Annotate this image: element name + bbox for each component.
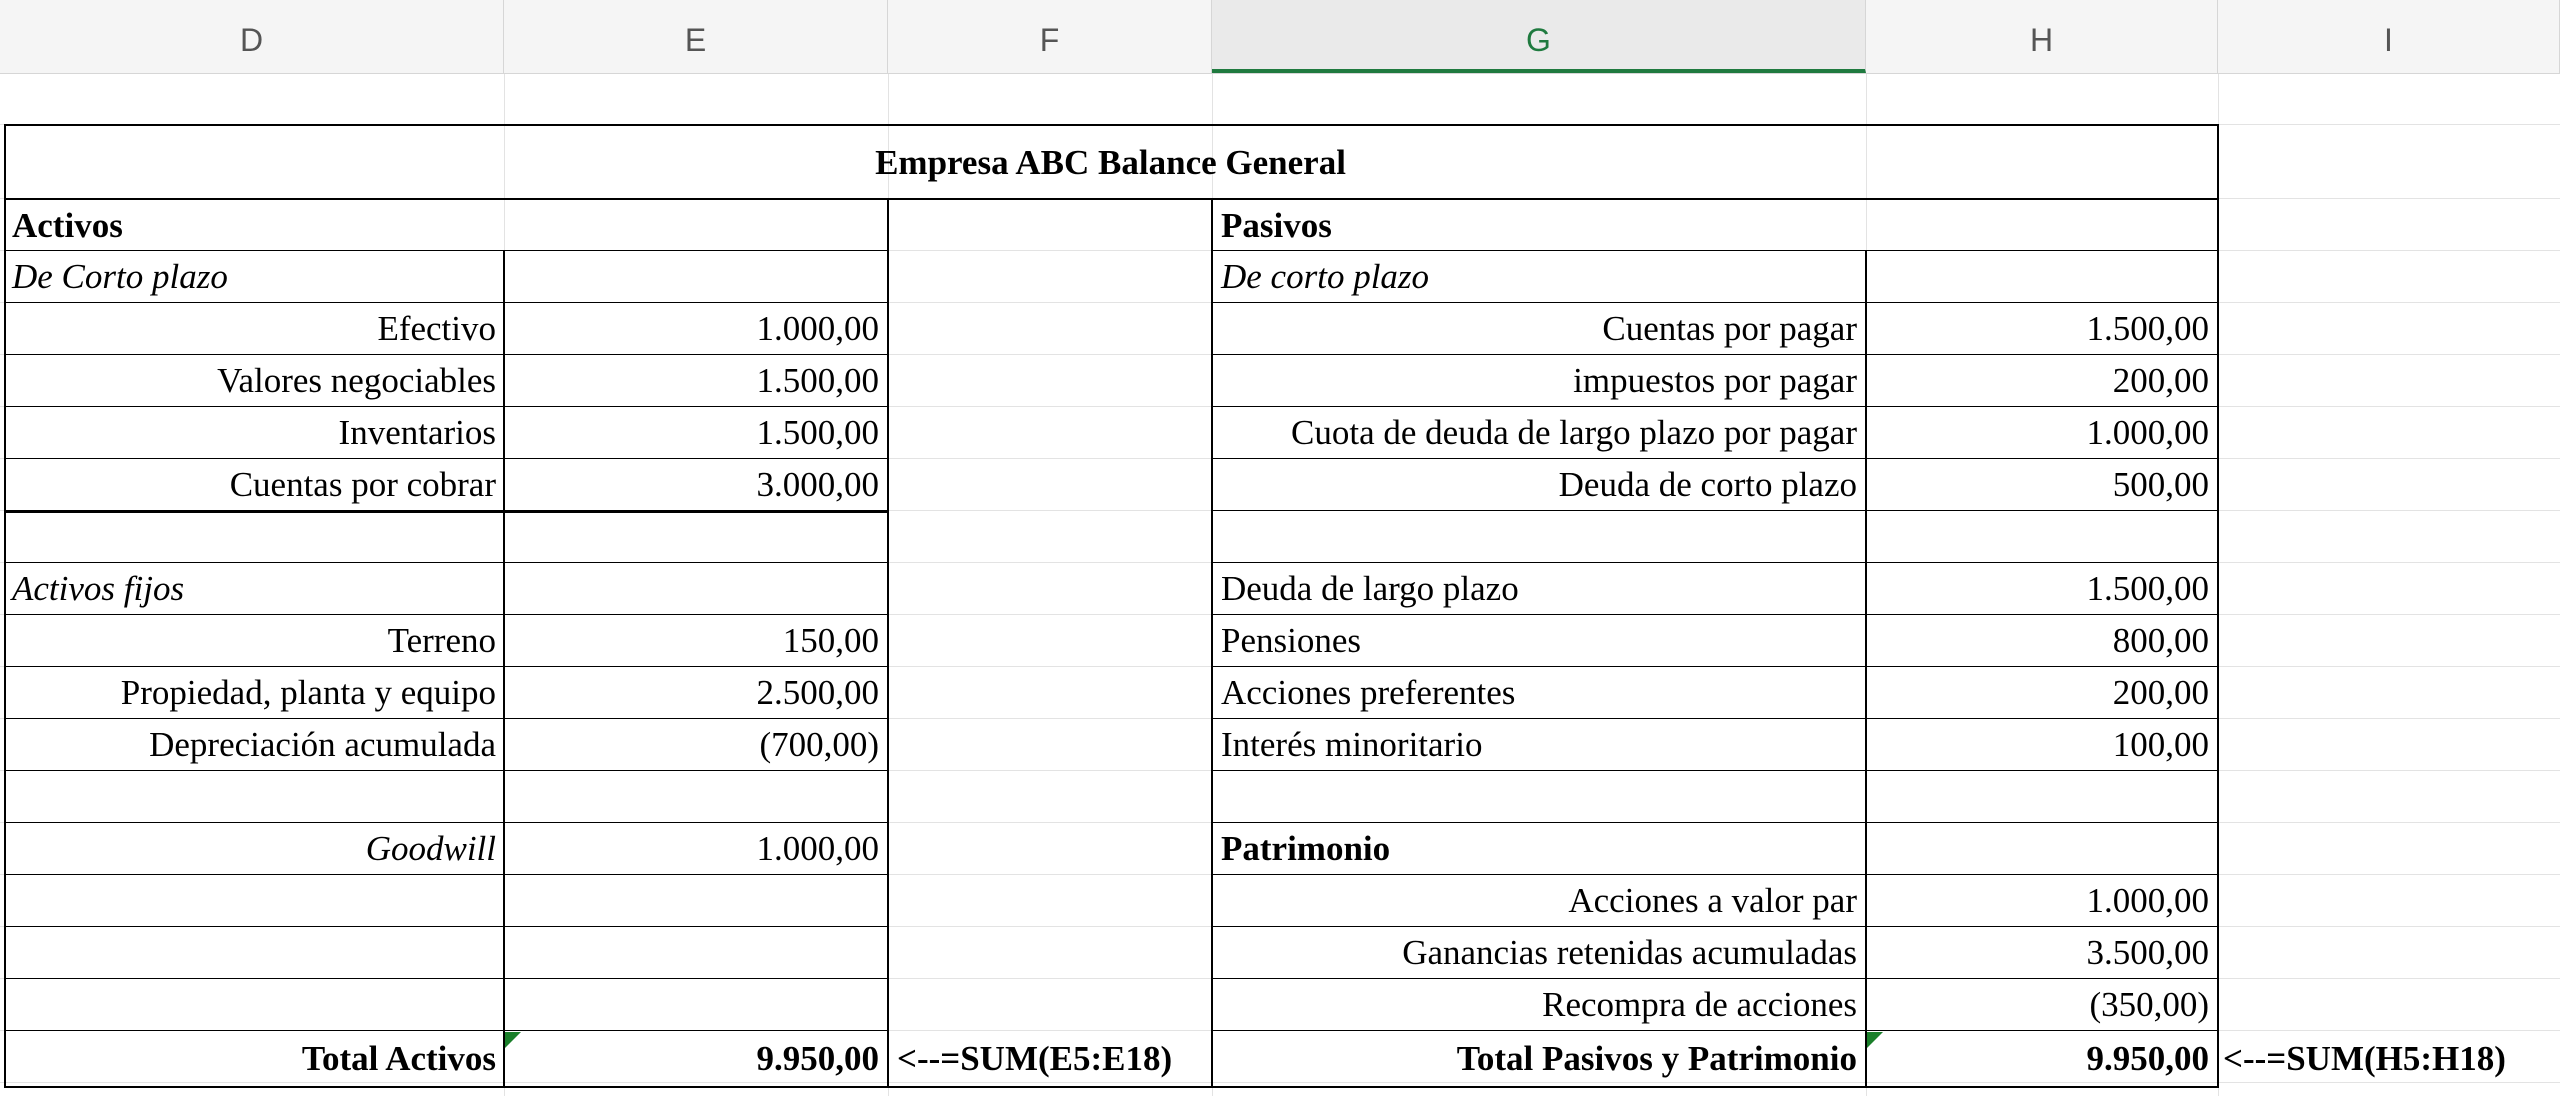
total-liabilities-equity-value[interactable]: 9.950,00 — [2086, 1039, 2209, 1078]
equity-value-cell[interactable]: 3.500,00 — [2086, 933, 2209, 972]
asset-label-cell[interactable]: Depreciación acumulada — [149, 725, 496, 764]
asset-label-cell[interactable]: Inventarios — [338, 413, 496, 452]
asset-label-cell[interactable]: Valores negociables — [217, 361, 496, 400]
asset-value-cell[interactable]: 1.500,00 — [756, 413, 879, 452]
equity-value-cell[interactable]: (350,00) — [2089, 985, 2209, 1024]
liability-value-cell[interactable]: 200,00 — [2112, 673, 2209, 712]
equity-label-cell[interactable]: Recompra de acciones — [1542, 985, 1857, 1024]
asset-label-cell[interactable]: Terreno — [387, 621, 496, 660]
total-assets-label[interactable]: Total Activos — [301, 1039, 496, 1078]
assets-fixed-label[interactable]: Activos fijos — [12, 569, 185, 608]
liabilities-short-term-label[interactable]: De corto plazo — [1221, 257, 1430, 296]
liability-value-cell[interactable]: 1.500,00 — [2086, 569, 2209, 608]
equity-header[interactable]: Patrimonio — [1221, 829, 1391, 868]
asset-value-cell[interactable]: 1.500,00 — [756, 361, 879, 400]
asset-label-cell[interactable]: Efectivo — [377, 309, 496, 348]
asset-label-cell[interactable]: Cuentas por cobrar — [229, 465, 496, 504]
column-header-e[interactable]: E — [504, 0, 888, 73]
total-liabilities-formula-note[interactable]: <--=SUM(H5:H18) — [2223, 1039, 2506, 1078]
total-assets-formula-note[interactable]: <--=SUM(E5:E18) — [897, 1039, 1173, 1078]
column-header-bar — [0, 0, 2560, 74]
asset-label-cell[interactable]: Propiedad, planta y equipo — [120, 673, 496, 712]
liability-label-cell[interactable]: Cuota de deuda de largo plazo por pagar — [1291, 413, 1857, 452]
column-header-g[interactable]: G — [1212, 0, 1866, 73]
goodwill-value[interactable]: 1.000,00 — [756, 829, 879, 868]
assets-short-term-label[interactable]: De Corto plazo — [12, 257, 228, 296]
column-header-f[interactable]: F — [888, 0, 1212, 73]
goodwill-label[interactable]: Goodwill — [365, 829, 496, 868]
liability-label-cell[interactable]: Interés minoritario — [1221, 725, 1483, 764]
equity-value-cell[interactable]: 1.000,00 — [2086, 881, 2209, 920]
total-liabilities-equity-label[interactable]: Total Pasivos y Patrimonio — [1456, 1039, 1857, 1078]
asset-value-cell[interactable]: 3.000,00 — [756, 465, 879, 504]
liability-value-cell[interactable]: 200,00 — [2112, 361, 2209, 400]
asset-value-cell[interactable]: (700,00) — [759, 725, 879, 764]
liability-label-cell[interactable]: Cuentas por pagar — [1602, 309, 1857, 348]
liability-value-cell[interactable]: 1.000,00 — [2086, 413, 2209, 452]
asset-value-cell[interactable]: 2.500,00 — [756, 673, 879, 712]
liability-label-cell[interactable]: impuestos por pagar — [1573, 361, 1857, 400]
liability-label-cell[interactable]: Pensiones — [1221, 621, 1361, 660]
liability-label-cell[interactable]: Acciones preferentes — [1221, 673, 1516, 712]
total-assets-value[interactable]: 9.950,00 — [756, 1039, 879, 1078]
liability-value-cell[interactable]: 800,00 — [2112, 621, 2209, 660]
liability-value-cell[interactable]: 500,00 — [2112, 465, 2209, 504]
asset-value-cell[interactable]: 1.000,00 — [756, 309, 879, 348]
column-header-d[interactable]: D — [0, 0, 504, 73]
liabilities-header[interactable]: Pasivos — [1221, 205, 1332, 245]
liability-value-cell[interactable]: 1.500,00 — [2086, 309, 2209, 348]
sheet-title[interactable]: Empresa ABC Balance General — [875, 142, 1346, 182]
equity-label-cell[interactable]: Ganancias retenidas acumuladas — [1402, 933, 1857, 972]
column-header-h[interactable]: H — [1866, 0, 2218, 73]
liability-label-cell[interactable]: Deuda de corto plazo — [1558, 465, 1857, 504]
assets-header[interactable]: Activos — [12, 205, 123, 245]
equity-label-cell[interactable]: Acciones a valor par — [1568, 881, 1857, 920]
liability-label-cell[interactable]: Deuda de largo plazo — [1221, 569, 1519, 608]
asset-value-cell[interactable]: 150,00 — [782, 621, 879, 660]
column-header-i[interactable]: I — [2218, 0, 2560, 73]
liability-value-cell[interactable]: 100,00 — [2112, 725, 2209, 764]
